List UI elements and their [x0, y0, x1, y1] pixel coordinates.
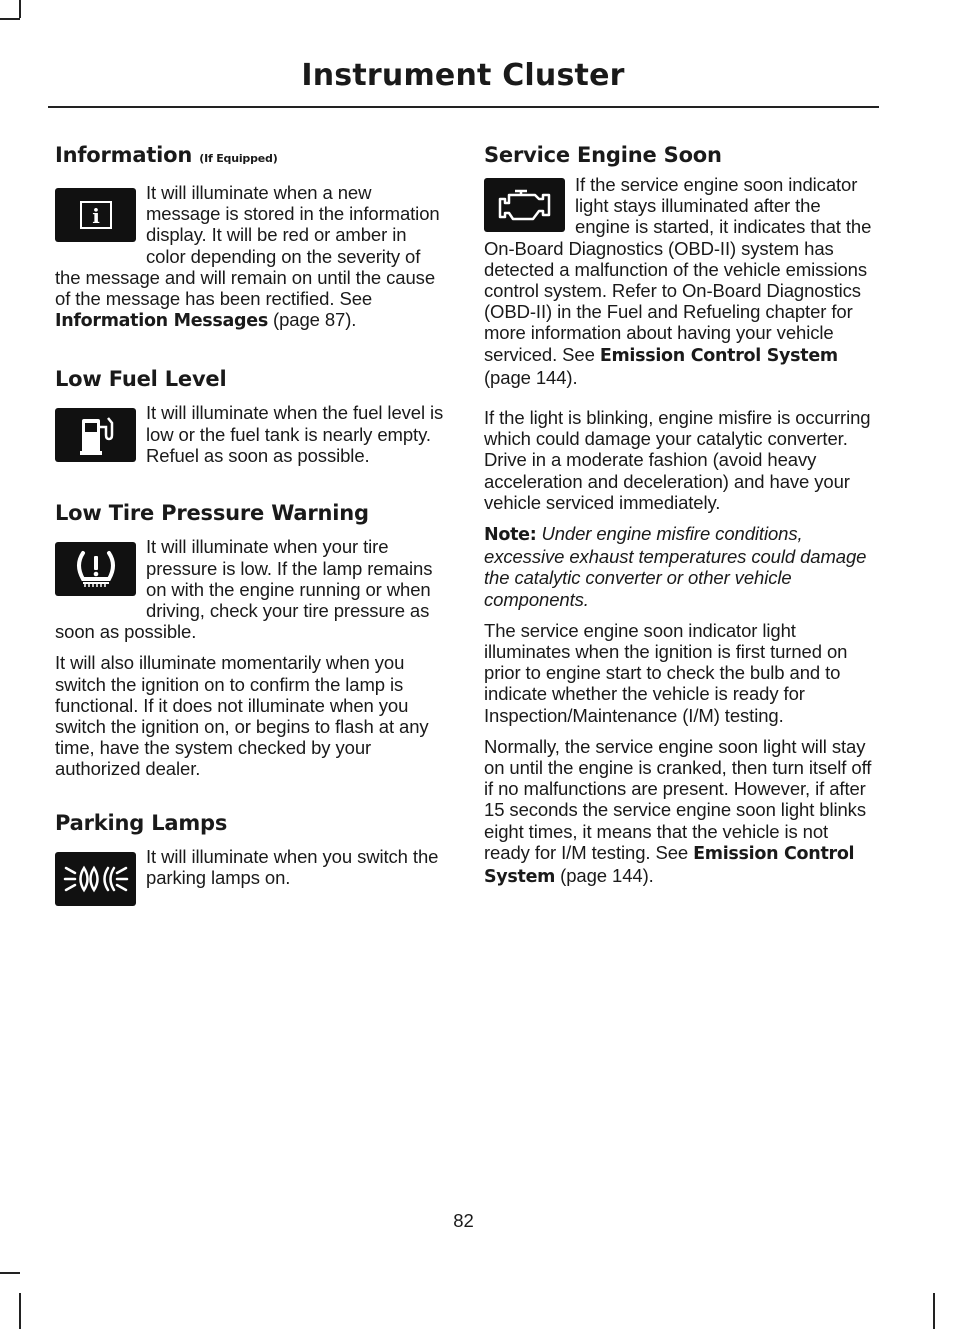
- svg-text:i: i: [91, 204, 100, 228]
- crop-mark-bottom-right-v: [933, 1293, 935, 1329]
- crop-mark-top-left-h: [0, 18, 20, 20]
- service-engine-text-1: If the service engine soon indicator light stays illuminated after the engine is started, it indicates that the On-Board Diagnostics (OBD-II) system has detected a malfunction of the vehicle emissions control system. Refer to On-Board Diagnostics (OBD-II) in the Fuel and Refueling chapter for more information about having your vehicle serviced. See Emission Control System (page 144).: [484, 174, 872, 388]
- information-messages-link[interactable]: Information Messages: [55, 311, 268, 332]
- low-fuel-section: [55, 364, 445, 466]
- crop-mark-top-left-v: [19, 0, 21, 18]
- information-text: It will illuminate when a new message is stored in the information display. It will be red or amber in color depending on the severity of the message and will remain on until the cause of the message has been rectified. See Information Messages (page 87).: [55, 182, 440, 332]
- crop-mark-bottom-left-h: [0, 1272, 20, 1274]
- parking-lamps-icon: [55, 852, 136, 906]
- low-fuel-text: It will illuminate when the fuel level is low or the fuel tank is nearly empty. Refuel as soon as possible.: [146, 402, 444, 466]
- fuel-pump-icon: [55, 408, 136, 462]
- service-engine-heading: Service Engine Soon: [484, 143, 722, 167]
- service-engine-text-4: The service engine soon indicator light illuminates when the ignition is first turned on prior to engine start to check the bulb and to indicate whether the vehicle is ready for Inspection/Maintenance (I/M) testing.: [484, 619, 848, 726]
- note-label: Note:: [484, 525, 537, 546]
- emission-control-link-1[interactable]: Emission Control System: [599, 345, 838, 366]
- engine-icon: [484, 178, 565, 232]
- low-tire-heading: Low Tire Pressure Warning: [55, 501, 369, 526]
- parking-lamps-section: [55, 808, 445, 910]
- parking-lamps-heading: Parking Lamps: [55, 810, 228, 835]
- page-number: 82: [453, 1210, 474, 1231]
- left-column: [55, 140, 445, 942]
- service-engine-text-5: Normally, the service engine soon light will stay on until the engine is cranked, then turn itself off if no malfunctions are present. However, if after 15 seconds the service engine soon light blinks eight times, it means that the vehicle is not ready for I/M testing. See Emission Control System (page 144).: [484, 735, 872, 888]
- information-heading: Information (If Equipped): [55, 143, 278, 167]
- low-fuel-heading: Low Fuel Level: [55, 367, 227, 392]
- service-engine-section: [484, 140, 874, 888]
- info-icon: [55, 188, 136, 242]
- information-qualifier: (If Equipped): [199, 152, 278, 165]
- low-tire-section: [55, 498, 445, 779]
- crop-mark-bottom-left-v: [19, 1293, 21, 1329]
- service-engine-text-2: If the light is blinking, engine misfire is occurring which could damage your catalytic converter. Drive in a moderate fashion (avoid heavy acceleration and deceleration) and have your vehicle serviced immediately.: [484, 407, 871, 513]
- parking-lamps-text: It will illuminate when you switch the parking lamps on.: [146, 845, 439, 888]
- title-divider: [48, 106, 879, 108]
- information-section: [55, 140, 445, 332]
- low-tire-text: It will illuminate when your tire pressure is low. If the lamp remains on with the engine running or when driving, check your tire pressure as soon as possible.: [55, 536, 433, 643]
- page-title: Instrument Cluster: [301, 58, 625, 93]
- tire-pressure-icon: [55, 542, 136, 596]
- right-column: [484, 140, 874, 920]
- low-tire-text-2: It will also illuminate momentarily when you switch the ignition on to confirm the lamp is functional. If it does not illuminate when you switch the ignition on, or begins to flash at any time, have the system checked by your authorized dealer.: [55, 652, 429, 780]
- emission-control-link-2[interactable]: Emission Control System: [484, 843, 855, 888]
- service-engine-note: Note: Under engine misfire conditions, excessive exhaust temperatures could damage the catalytic converter or other vehicle components.: [484, 523, 867, 610]
